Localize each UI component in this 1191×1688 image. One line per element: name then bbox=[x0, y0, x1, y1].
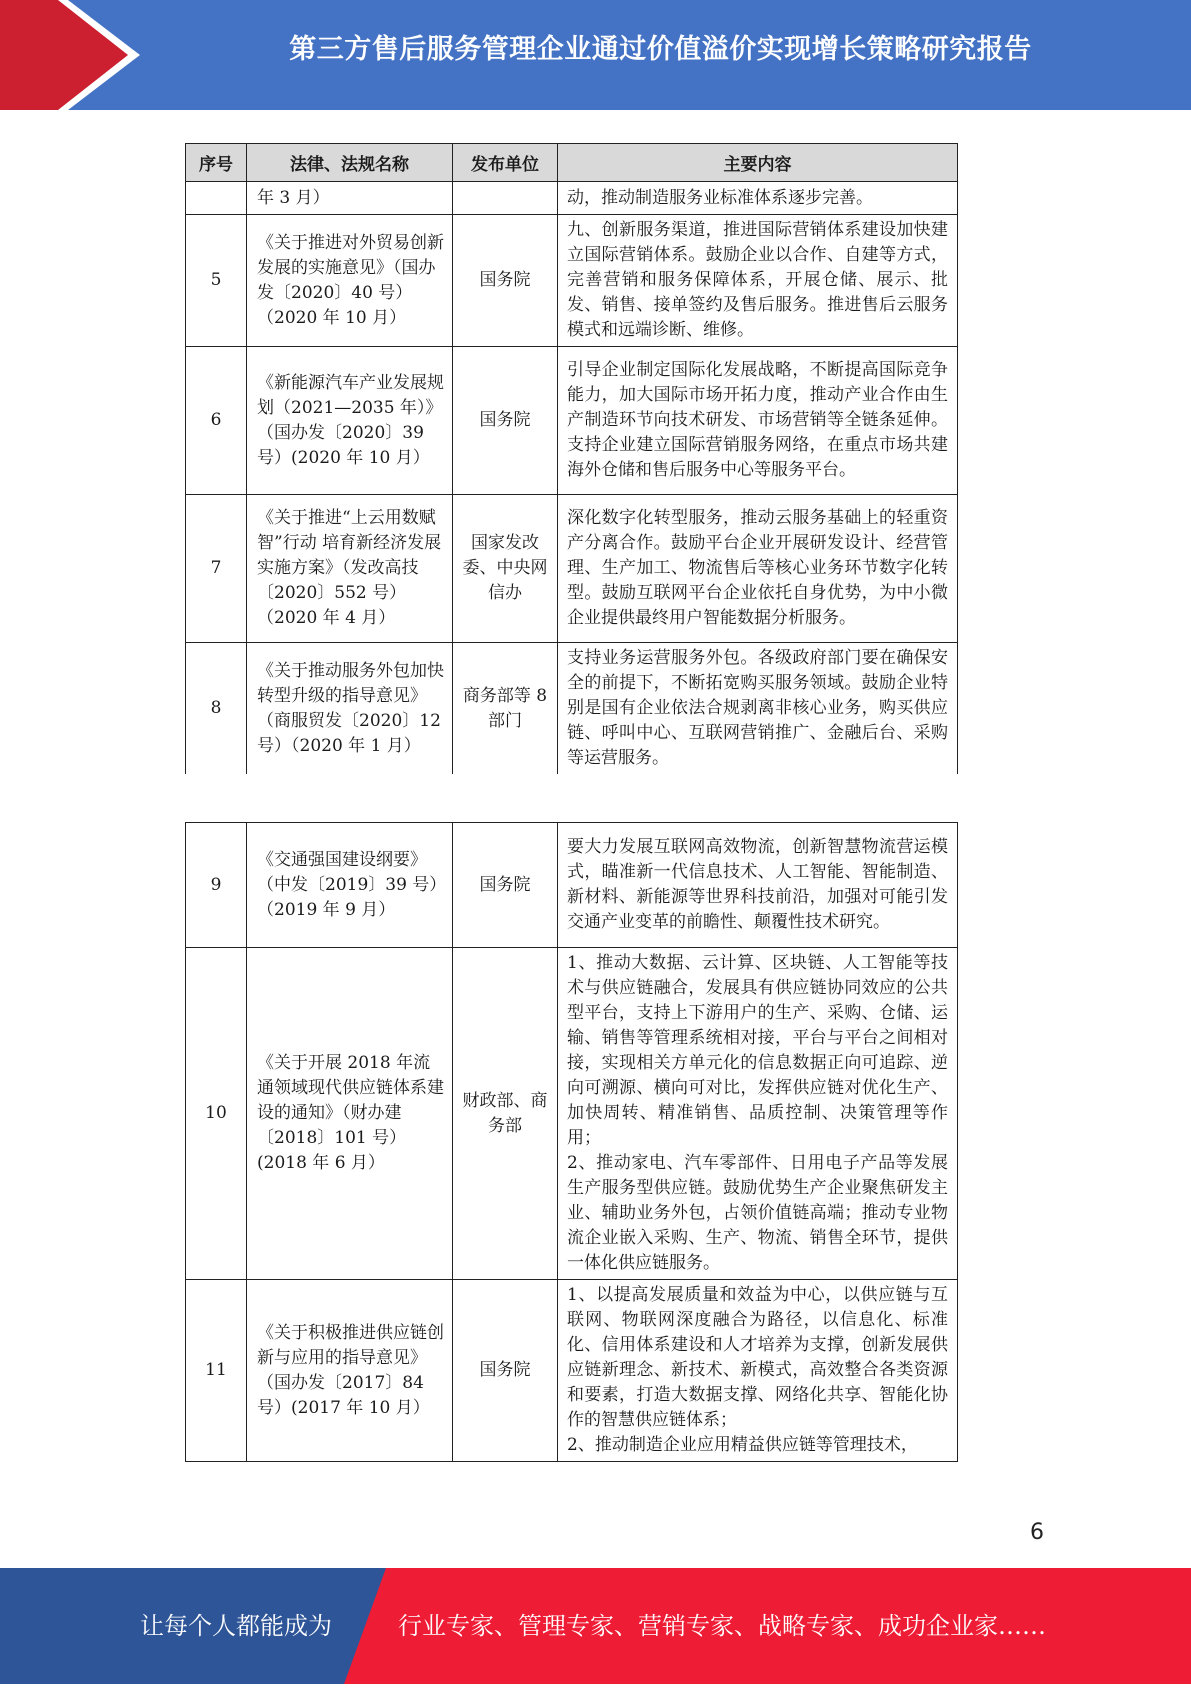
row-content: 九、创新服务渠道，推进国际营销体系建设加快建立国际营销体系。鼓励企业以合作、自建等方式，完善营销和服务保障体系，开展仓储、展示、批发、销售、接单签约及售后服务。推进售后云服务模式和远端诊断、维修。 bbox=[558, 215, 958, 347]
row-name: 《关于积极推进供应链创新与应用的指导意见》（国办发〔2017〕84 号）(2017 年 10 月） bbox=[247, 1280, 453, 1462]
header-no: 序号 bbox=[186, 144, 247, 182]
footer-slogan-right: 行业专家、管理专家、营销专家、战略专家、成功企业家…… bbox=[398, 1612, 1046, 1640]
row-content: 1、推动大数据、云计算、区块链、人工智能等技术与供应链融合，发展具有供应链协同效应的公共型平台，支持上下游用户的生产、采购、仓储、运输、销售等管理系统相对接，平台与平台之间相对接，实现相关方单元化的信息数据正向可追踪、逆向可溯源、横向可对比，发挥供应链对优化生产、加快周转、精准销售、品质控制、决策管理等作用； 2、推动家电、汽车零部件、日用电子产品等发展生产服务型供应链。鼓励优势生产企业聚焦研发主业、辅助业务外包，占领价值链高端；推动专业物流企业嵌入采购、生产、物流、销售全环节，提供一体化供应链服务。 bbox=[558, 948, 958, 1280]
header-name: 法律、法规名称 bbox=[247, 144, 453, 182]
row-name: 《关于推进“上云用数赋智”行动 培育新经济发展实施方案》（发改高技〔2020〕552 号）（2020 年 4 月） bbox=[247, 495, 453, 643]
row-name: 《关于开展 2018 年流通领域现代供应链体系建设的通知》（财办建〔2018〕101 号）(2018 年 6 月） bbox=[247, 948, 453, 1280]
header-content: 主要内容 bbox=[558, 144, 958, 182]
row-no: 9 bbox=[186, 823, 247, 948]
header-red-arrow bbox=[0, 0, 140, 110]
row-no: 11 bbox=[186, 1280, 247, 1462]
row-name: 《关于推进对外贸易创新发展的实施意见》（国办发〔2020〕40 号）（2020 年 10 月） bbox=[247, 215, 453, 347]
row-content: 1、以提高发展质量和效益为中心，以供应链与互联网、物联网深度融合为路径，以信息化、标准化、信用体系建设和人才培养为支撑，创新发展供应链新理念、新技术、新模式，高效整合各类资源和要素，打造大数据支撑、网络化共享、智能化协作的智慧供应链体系； 2、推动制造企业应用精益供应链等管理技术， bbox=[558, 1280, 958, 1462]
table-row bbox=[186, 1280, 958, 1462]
table-header-row bbox=[186, 144, 958, 182]
row-content: 引导企业制定国际化发展战略，不断提高国际竞争能力，加大国际市场开拓力度，推动产业合作由生产制造环节向技术研发、市场营销等全链条延伸。支持企业建立国际营销服务网络，在重点市场共建海外仓储和售后服务中心等服务平台。 bbox=[558, 347, 958, 495]
table-row bbox=[186, 182, 958, 215]
regulations-table-part1 bbox=[185, 143, 958, 774]
row-name: 《关于推动服务外包加快转型升级的指导意见》（商服贸发〔2020〕12 号）（2020 年 1 月） bbox=[247, 643, 453, 775]
page-number: 6 bbox=[1030, 1520, 1044, 1545]
row-no: 6 bbox=[186, 347, 247, 495]
row-no: 5 bbox=[186, 215, 247, 347]
footer-slogan-left: 让每个人都能成为 bbox=[140, 1612, 332, 1640]
row-no: 7 bbox=[186, 495, 247, 643]
row-no: 10 bbox=[186, 948, 247, 1280]
regulations-table-part2 bbox=[185, 822, 958, 1462]
row-content: 深化数字化转型服务，推动云服务基础上的轻重资产分离合作。鼓励平台企业开展研发设计、经营管理、生产加工、物流售后等核心业务环节数字化转型。鼓励互联网平台企业依托自身优势，为中小微企业提供最终用户智能数据分析服务。 bbox=[558, 495, 958, 643]
table-row bbox=[186, 948, 958, 1280]
row-publisher: 国务院 bbox=[453, 215, 558, 347]
row-content: 动，推动制造服务业标准体系逐步完善。 bbox=[558, 182, 958, 215]
row-publisher bbox=[453, 182, 558, 215]
table-row bbox=[186, 823, 958, 948]
table-row bbox=[186, 347, 958, 495]
row-publisher: 财政部、商务部 bbox=[453, 948, 558, 1280]
row-publisher: 国务院 bbox=[453, 1280, 558, 1462]
row-no: 8 bbox=[186, 643, 247, 775]
row-content: 要大力发展互联网高效物流，创新智慧物流营运模式，瞄准新一代信息技术、人工智能、智能制造、新材料、新能源等世界科技前沿，加强对可能引发交通产业变革的前瞻性、颠覆性技术研究。 bbox=[558, 823, 958, 948]
report-title: 第三方售后服务管理企业通过价值溢价实现增长策略研究报告 bbox=[289, 34, 1032, 65]
header-publisher: 发布单位 bbox=[453, 144, 558, 182]
row-name: 年 3 月） bbox=[247, 182, 453, 215]
row-name: 《交通强国建设纲要》（中发〔2019〕39 号）（2019 年 9 月） bbox=[247, 823, 453, 948]
header-band bbox=[0, 0, 1191, 110]
row-publisher: 国家发改委、中央网信办 bbox=[453, 495, 558, 643]
row-no bbox=[186, 182, 247, 215]
table-row bbox=[186, 495, 958, 643]
table-row bbox=[186, 215, 958, 347]
row-publisher: 国务院 bbox=[453, 823, 558, 948]
footer-band bbox=[0, 1568, 1191, 1684]
table-row bbox=[186, 643, 958, 775]
row-name: 《新能源汽车产业发展规划（2021—2035 年）》（国办发〔2020〕39 号）(2020 年 10 月） bbox=[247, 347, 453, 495]
row-publisher: 国务院 bbox=[453, 347, 558, 495]
row-publisher: 商务部等 8 部门 bbox=[453, 643, 558, 775]
row-content: 支持业务运营服务外包。各级政府部门要在确保安全的前提下，不断拓宽购买服务领域。鼓励企业特别是国有企业依法合规剥离非核心业务，购买供应链、呼叫中心、互联网营销推广、金融后台、采购等运营服务。 bbox=[558, 643, 958, 775]
